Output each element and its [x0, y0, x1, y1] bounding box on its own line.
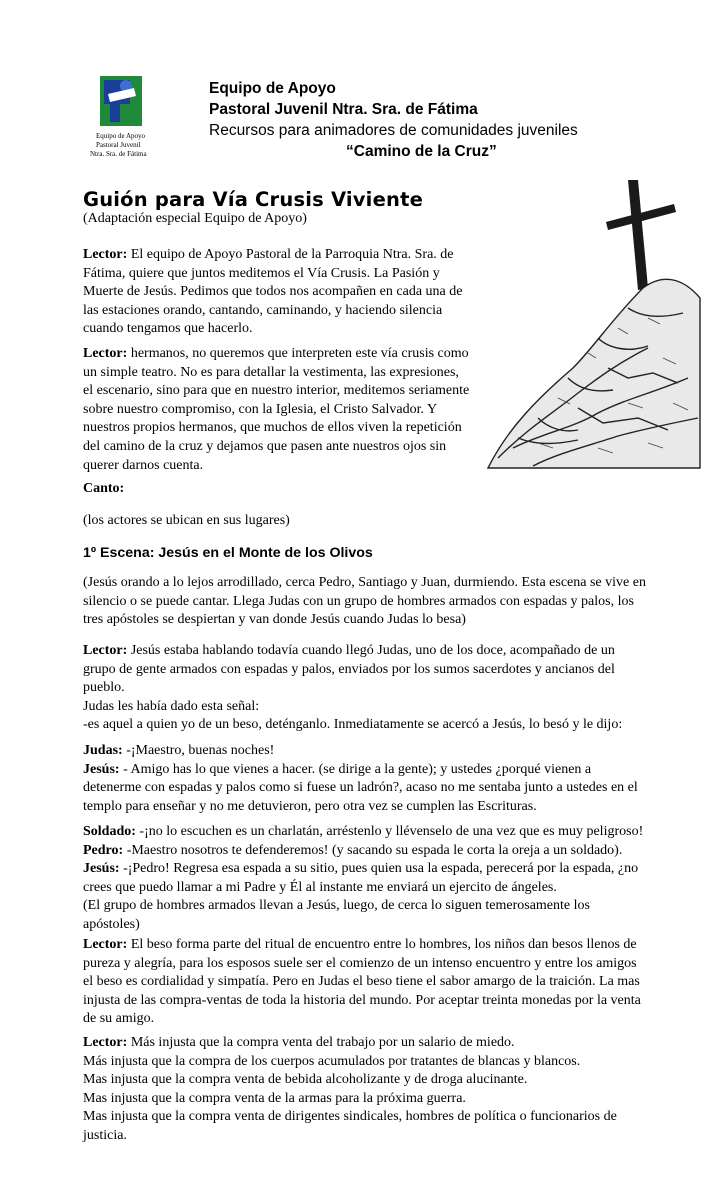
text-line: cuando tengamos que hacerlo.	[83, 321, 253, 337]
speaker-label: Lector:	[83, 346, 128, 361]
lector-paragraph-6	[83, 936, 683, 1029]
text-line: El beso forma parte del ritual de encuentro entre lo hombres, los niños dan besos llenos de	[127, 937, 637, 952]
text-line: sobre nuestro compromiso, con la Iglesia, el Cristo Salvador. Y	[83, 401, 438, 417]
intro-paragraph-1	[83, 246, 483, 339]
text-line: (El grupo de hombres armados llevan a Jesús, luego, de cerca lo siguen temerosamente los	[83, 898, 590, 914]
subtitle: (Adaptación especial Equipo de Apoyo)	[83, 211, 307, 226]
text-line: Judas les había dado esta señal:	[83, 698, 260, 714]
text-line: apóstoles)	[83, 916, 140, 932]
text-line: Más injusta que la compra venta del trabajo por un salario de miedo.	[127, 1035, 515, 1050]
text-line: templo para enseñar y no me detuvieron, pero otra vez se cumplen las Escrituras.	[83, 798, 537, 814]
text-line: las estaciones orando, cantando, caminando, y haciendo silencia	[83, 302, 443, 318]
text-line: querer darnos cuenta.	[83, 457, 204, 473]
text-line: (Jesús orando a lo lejos arrodillado, cerca Pedro, Santiago y Juan, durmiendo. Esta escena se vive en	[83, 575, 646, 590]
text-line: Mas injusta que la compra venta de bebida alcoholizante y de droga alucinante.	[83, 1072, 528, 1088]
text-line: -¡Pedro! Regresa esa espada a su sitio, pues quien usa la espada, perecerá por la espada, ¿no	[119, 861, 639, 877]
logo-text-3: Ntra. Sra. de Fátima	[90, 150, 147, 158]
text-line: Muerte de Jesús. Pedimos que todos nos acompañen en cada una de	[83, 284, 463, 300]
actors-note: (los actores se ubican en sus lugares)	[83, 513, 290, 528]
speaker-label: Soldado:	[83, 824, 136, 839]
text-line: silencio o se puede cantar. Llega Judas con un grupo de hombres armados con espadas y palos, los	[83, 593, 634, 609]
canto-label	[83, 480, 124, 499]
text-line: pueblo.	[83, 680, 125, 696]
text-line: -es aquel a quien yo de un beso, deténganlo. Inmediatamente se acercó a Jesús, lo besó y le dijo:	[83, 717, 623, 733]
text-line: detenerme con espadas y palos como si fuese un ladrón?, acaso no me sentaba junto a ustedes en el	[83, 780, 638, 796]
speaker-label: Lector:	[83, 937, 128, 952]
text-line: - Amigo has lo que vienes a hacer. (se dirige a la gente); y ustedes ¿porqué vienen a	[119, 761, 592, 777]
text-line: tres apóstoles se despiertan y van donde Jesús cuando Judas lo besa)	[83, 612, 466, 628]
text-line: grupo de gente armados con espadas y palos, enviados por los sumos sacerdotes y ancianos del	[83, 661, 615, 677]
text-line: Jesús estaba hablando todavía cuando llegó Judas, uno de los doce, acompañado de un	[127, 643, 615, 658]
scene-1-note	[83, 574, 683, 630]
speaker-label: Lector:	[83, 643, 128, 658]
dialogue-soldado-pedro-jesus	[83, 823, 683, 935]
lector-paragraph-3	[83, 642, 683, 735]
text-line: pureza y alegría, para los esposos suele ser el comienzo de un intenso encuentro y entre los amigos	[83, 955, 637, 971]
header-line-2: Pastoral Juvenil Ntra. Sra. de Fátima	[209, 101, 478, 118]
text-line: justicia.	[83, 1127, 127, 1143]
speaker-label: Pedro:	[83, 842, 124, 858]
speaker-label: Lector:	[83, 1035, 128, 1050]
text-line: Mas injusta que la compra venta de dirigentes sindicales, hombres de política o funcionarios de	[83, 1109, 617, 1125]
text-line: nuestros propios hermanos, que muchos de ellos viven la repetición	[83, 420, 462, 436]
text-line: -Maestro nosotros te defenderemos! (y sacando su espada le corta la oreja a un soldado).	[123, 842, 623, 858]
text-line: Fátima, quiere que juntos meditemos el Vía Crusis. La Pasión y	[83, 265, 440, 281]
canto-text: Canto:	[83, 481, 125, 496]
speaker-label: Lector:	[83, 247, 128, 262]
logo-text-1: Equipo de Apoyo	[96, 132, 145, 140]
speaker-label: Jesús:	[83, 861, 120, 877]
text-line: un simple teatro. No es para detallar la vestimenta, las expresiones,	[83, 364, 459, 380]
logo-text-2: Pastoral Juvenil	[96, 141, 141, 149]
text-line: Mas injusta que la compra venta de la armas para la próxima guerra.	[83, 1090, 466, 1106]
speaker-label: Jesús:	[83, 761, 120, 777]
cross-icon	[606, 180, 676, 290]
speaker-label: Judas:	[83, 743, 123, 758]
text-line: del camino de la cruz y dejamos que pasen ante nuestros ojos sin	[83, 438, 447, 454]
intro-paragraph-2	[83, 345, 483, 475]
text-line: Más injusta que la compra de los cuerpos acumulados por tratantes de blancas y blancos.	[83, 1053, 581, 1069]
text-line: el beso es cordialidad y simpatía. Pero en Judas el beso tiene el sabor amargo de la traición. La mas	[83, 974, 640, 990]
dialogue-judas-jesus	[83, 742, 683, 816]
cross-hill-illustration	[478, 178, 703, 478]
text-line: -¡Maestro, buenas noches!	[122, 743, 275, 758]
scene-1-heading: 1º Escena: Jesús en el Monte de los Olivos	[83, 545, 373, 561]
header-block	[209, 78, 669, 162]
parish-logo	[86, 74, 172, 164]
lector-paragraph-7	[83, 1034, 683, 1146]
header-line-3: Recursos para animadores de comunidades juveniles	[209, 122, 578, 139]
text-line: de su amigo.	[83, 1011, 155, 1027]
text-line: -¡no lo escuchen es un charlatán, arréstenlo y llévenselo de una vez que es muy peligroso!	[135, 824, 644, 839]
hill-shape	[488, 279, 700, 468]
text-line: injusta de las compra-ventas de toda la historia del mundo. Por aceptar treinta monedas por la venta	[83, 992, 641, 1008]
header-line-4: “Camino de la Cruz”	[346, 143, 497, 160]
header-line-1: Equipo de Apoyo	[209, 80, 336, 97]
text-line: El equipo de Apoyo Pastoral de la Parroquia Ntra. Sra. de	[127, 247, 454, 262]
text-line: hermanos, no queremos que interpreten este vía crusis como	[127, 346, 469, 361]
document-title: Guión para Vía Crusis Viviente	[83, 188, 424, 211]
text-line: crees que puedo llamar a mi Padre y Él al instante me enviará un ejercito de ángeles.	[83, 879, 557, 895]
text-line: el escenario, sino para que en nuestro interior, meditemos seriamente	[83, 383, 470, 399]
